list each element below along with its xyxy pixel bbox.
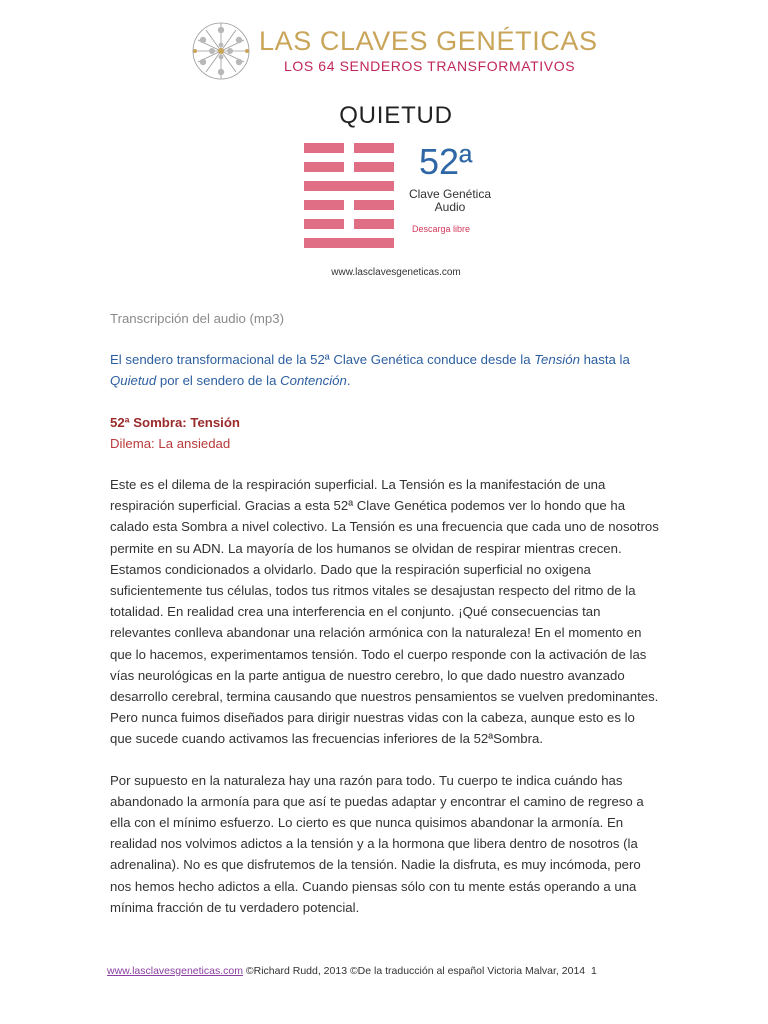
hexagram-line (354, 219, 394, 229)
shadow-heading: 52ª Sombra: Tensión (110, 414, 240, 430)
cover-title: QUIETUD (339, 102, 453, 129)
intro-emphasis: Tensión (534, 352, 580, 368)
hexagram-line (304, 238, 394, 248)
download-label: Descarga libre (412, 224, 471, 234)
hexagram-line (304, 143, 344, 153)
footer (107, 965, 597, 977)
hexagram-line (354, 162, 394, 172)
brand-title: LAS CLAVES GENÉTICAS (259, 26, 598, 56)
hexagram-line (304, 162, 344, 172)
hexagram-line (304, 200, 344, 210)
hexagram-icon (304, 143, 394, 251)
intro-emphasis: Quietud (110, 373, 157, 389)
flower-of-life-network-icon (188, 18, 254, 84)
cover-url: www.lasclavesgeneticas.com (331, 267, 461, 278)
hexagram-line (304, 219, 344, 229)
key-label (395, 188, 505, 214)
website-link[interactable]: www.lasclavesgeneticas.com (107, 965, 243, 977)
footer-credits: ©Richard Rudd, 2013 ©De la traducción al español Victoria Malvar, 2014 (242, 965, 586, 977)
key-label-line2: Audio (434, 200, 466, 214)
intro-paragraph (110, 349, 660, 391)
hexagram-line (354, 143, 394, 153)
transcription-note: Transcripción del audio (mp3) (110, 311, 284, 326)
hexagram-line (354, 200, 394, 210)
page-number: 1 (590, 965, 597, 977)
key-number: 52ª (419, 141, 473, 182)
hexagram-line (304, 181, 394, 191)
intro-text: hasta la (579, 352, 630, 368)
key-label-line1: Clave Genética (408, 187, 492, 201)
header (188, 18, 608, 84)
dilemma-heading: Dilema: La ansiedad (110, 435, 231, 451)
body-paragraph: Por supuesto en la naturaleza hay una razón para todo. Tu cuerpo te indica cuándo has abandonado la armonía para que así te puedas adaptar y encontrar el camino de regreso a ella con el mínimo esfuerzo. Lo cierto es que nunca quisimos abandonar la armonía. En realidad nos volvimos adictos a la tensión y a la hormona que libera dentro de nosotros (la adrenalina). No es que disfrutemos de la tensión. Nadie la disfruta, es muy incómoda, pero nos hemos hecho adictos a ella. Cuando piensas sólo con tu mente estás operando a una mínima fracción de tu verdadero potencial. (110, 772, 644, 915)
document-body (110, 308, 660, 918)
body-paragraph: Este es el dilema de la respiración superficial. La Tensión es la manifestación de una respiración superficial. Gracias a esta 52ª Clave Genética podemos ver lo hondo que ha calado esta Sombra a nivel colectivo. La Tensión es una frecuencia que cada uno de nosotros permite en su ADN. La mayoría de los humanos se olvidan de respirar mientras crecen. Estamos condicionados a olvidarlo. Dado que la respiración superficial no oxigena suficientemente tus células, todos tus ritmos vitales se desajustan respecto del ritmo de la totalidad. En realidad crea una interferencia en el conjunto. ¡Qué consecuencias tan relevantes conlleva abandonar una relación armónica con la naturaleza! En el momento en que lo hacemos, experimentamos tensión. Todo el cuerpo responde con la activación de las vías neurológicas en la parte antigua de nuestro cerebro, lo que dado nuestro avanzado desarrollo cerebral, termina causando que nuestros pensamientos se vuelven predominantes. Pero nunca fuimos diseñados para dirigir nuestras vidas con la cabeza, aunque esto es lo que sucede cuando activamos las frecuencias inferiores de la 52ªSombra. (110, 477, 659, 747)
intro-text: . (346, 373, 351, 389)
intro-emphasis: Contención (280, 373, 347, 389)
brand-subtitle: LOS 64 SENDEROS TRANSFORMATIVOS (284, 58, 576, 74)
intro-text: por el sendero de la (156, 373, 281, 389)
intro-text: El sendero transformacional de la 52ª Clave Genética conduce desde la (110, 352, 535, 368)
